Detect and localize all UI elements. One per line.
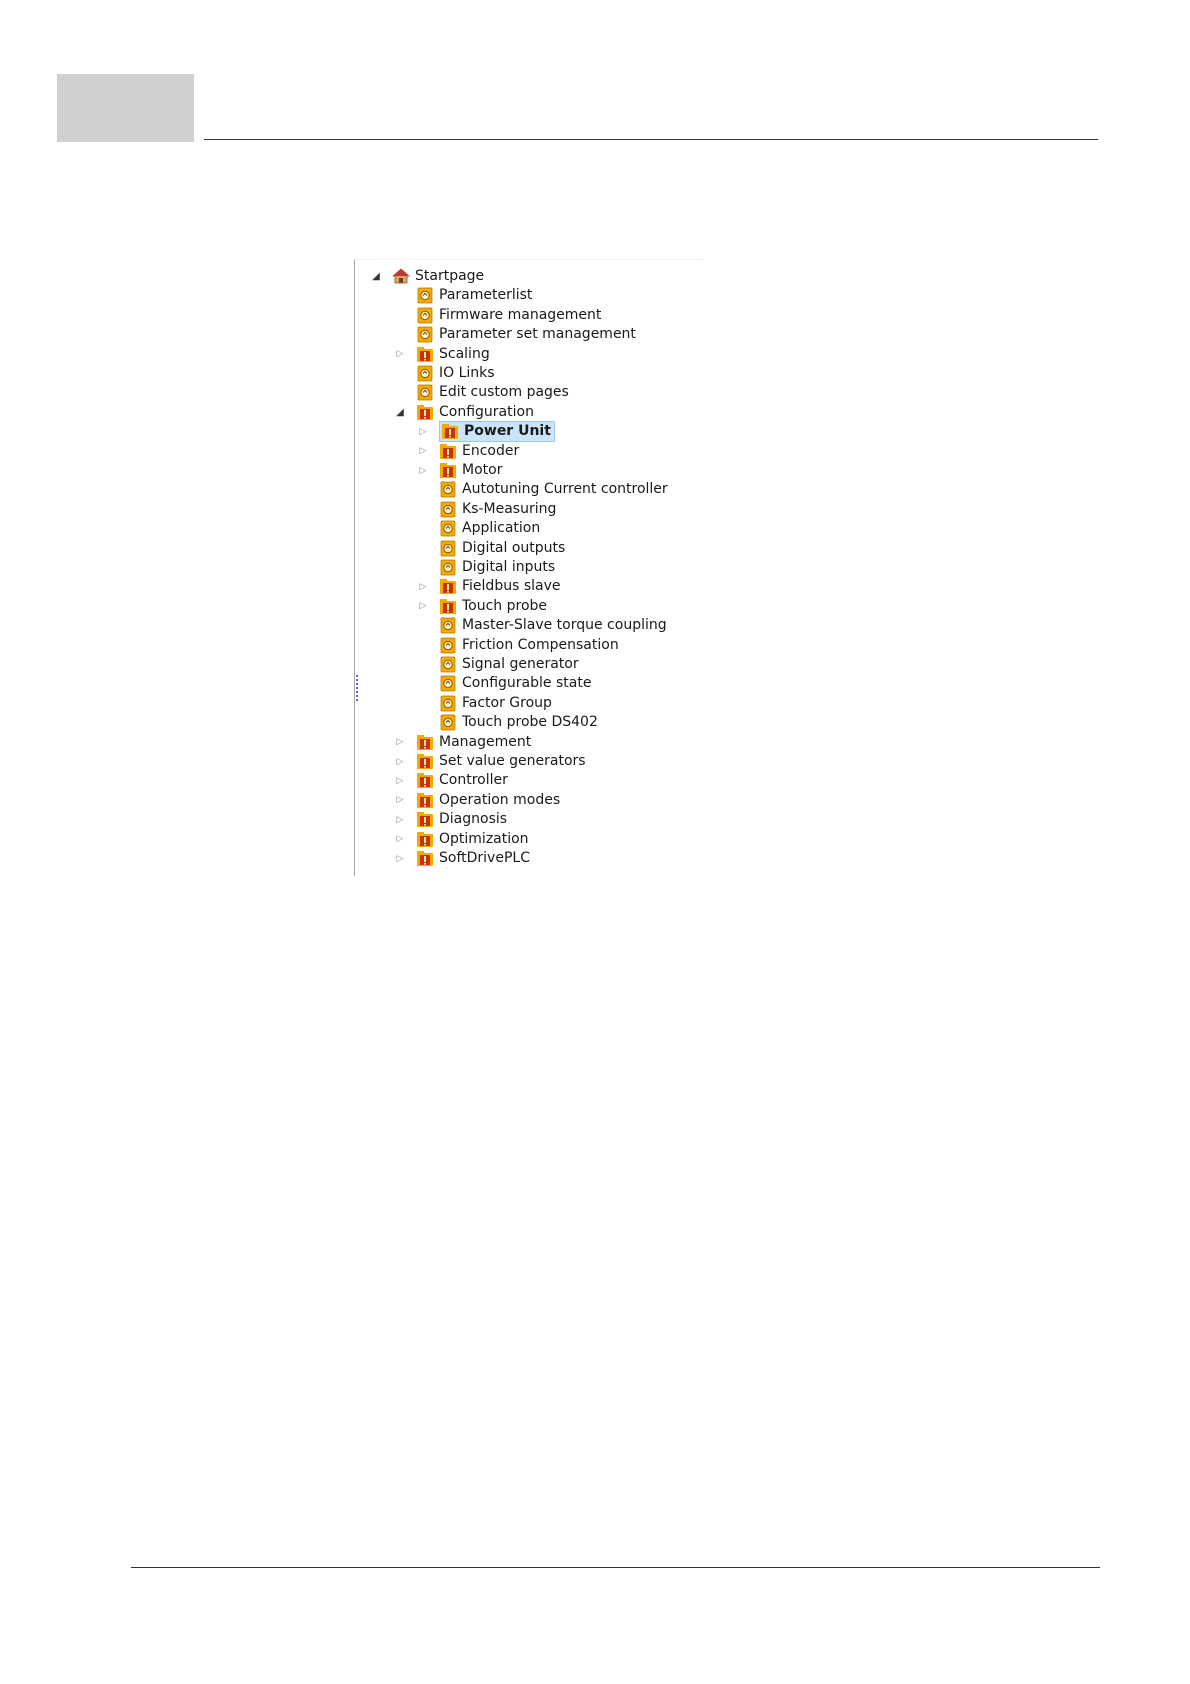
expand-arrow-icon[interactable]: ▷ [396,795,404,806]
expand-arrow-icon[interactable]: ▷ [396,814,404,825]
tree-node-content[interactable] [439,421,555,442]
tree-node-content[interactable] [416,306,601,325]
tree-node-softdriveplc[interactable] [396,849,530,868]
tree-node-parameter-set-management[interactable] [416,325,636,344]
tree-node-content[interactable] [416,403,534,422]
tree-node-content[interactable] [439,442,519,461]
parameter-page-icon [439,617,457,634]
tree-node-friction-compensation[interactable] [439,636,619,655]
tree-node-label: Scaling [439,345,490,362]
expand-arrow-icon[interactable]: ▷ [396,756,404,767]
chapter-number-box [57,74,194,142]
tree-node-label: Ks-Measuring [462,500,557,517]
tree-node-label: SoftDrivePLC [439,850,530,866]
parameter-folder-icon [439,578,457,595]
expand-arrow-icon[interactable]: ▷ [396,834,404,845]
tree-node-startpage[interactable] [372,267,485,286]
parameter-folder-icon [441,423,459,440]
tree-node-label: Set value generators [439,753,586,769]
tree-node-content[interactable] [439,519,540,538]
tree-node-io-links[interactable] [416,364,495,383]
tree-node-label: Diagnosis [439,811,508,828]
tree-node-controller[interactable] [396,771,508,790]
tree-node-content[interactable] [439,480,668,499]
tree-node-content[interactable] [439,558,555,577]
tree-node-label: IO Links [439,365,495,381]
tree-node-factor-group[interactable] [439,694,552,713]
header-rule [204,139,1098,140]
expand-arrow-icon[interactable]: ▷ [419,581,427,592]
parameter-page-icon [439,656,457,673]
collapse-arrow-icon[interactable]: ◢ [396,406,404,418]
parameter-page-icon [439,501,457,518]
tree-node-content[interactable] [439,577,560,596]
tree-node-signal-generator[interactable] [439,655,579,674]
tree-node-operation-modes[interactable] [396,791,561,810]
tree-node-label: Application [462,520,541,537]
expand-arrow-icon[interactable]: ▷ [419,446,427,457]
tree-node-digital-inputs[interactable] [439,558,555,577]
parameter-page-icon [439,714,457,731]
expand-arrow-icon[interactable]: ▷ [419,426,427,437]
tree-node-label: Parameter set management [439,326,636,343]
parameter-folder-icon [416,753,434,770]
tree-node-label: Digital outputs [462,539,566,556]
tree-node-content[interactable] [416,810,507,829]
tree-node-content[interactable] [416,286,532,305]
tree-node-label: Startpage [415,268,485,284]
tree-node-content[interactable] [416,383,569,402]
tree-node-management[interactable] [396,733,532,752]
parameter-folder-icon [416,811,434,828]
tree-node-label: Management [439,733,532,750]
tree-node-optimization[interactable] [396,830,529,849]
parameter-folder-icon [416,734,434,751]
expand-arrow-icon[interactable]: ▷ [396,853,404,864]
tree-node-encoder[interactable] [419,442,520,461]
tree-node-label: Power Unit [464,423,551,440]
tree-node-parameterlist[interactable] [416,286,532,305]
footer-rule [131,1567,1100,1568]
parameter-folder-icon [439,443,457,460]
parameter-folder-icon [416,831,434,848]
tree-node-content[interactable] [416,752,586,771]
tree-node-touch-probe-ds402[interactable] [439,713,598,732]
home-icon [392,268,410,285]
splitter-grip[interactable] [356,675,358,703]
parameter-folder-icon [439,598,457,615]
tree-node-label: Controller [439,772,508,789]
tree-node-scaling[interactable] [396,345,490,364]
parameter-page-icon [439,540,457,557]
parameter-page-icon [439,637,457,654]
parameter-folder-icon [416,404,434,421]
tree-node-set-value-generators[interactable] [396,752,586,771]
tree-node-label: Friction Compensation [462,636,619,653]
tree-node-power-unit[interactable] [419,422,555,441]
tree-node-content[interactable] [439,500,556,519]
tree-node-autotuning-current-controller[interactable] [439,480,668,499]
tree-node-content[interactable] [416,733,531,752]
tree-node-label: Optimization [439,830,529,847]
parameter-folder-icon [439,462,457,479]
parameter-folder-icon [416,346,434,363]
tree-node-diagnosis[interactable] [396,810,508,829]
tree-node-label: Factor Group [462,694,552,711]
tree-node-label: Operation modes [439,791,561,808]
parameter-page-icon [439,520,457,537]
tree-node-label: Signal generator [462,656,579,672]
tree-node-content[interactable] [439,694,552,713]
tree-node-content[interactable] [416,830,529,849]
tree-node-label: Motor [462,462,503,478]
tree-node-label: Configuration [439,403,534,420]
tree-node-label: Touch probe [462,597,548,614]
expand-arrow-icon[interactable]: ▷ [396,737,404,748]
parameter-folder-icon [416,772,434,789]
tree-node-label: Parameterlist [439,287,533,304]
tree-node-label: Master-Slave torque coupling [462,617,667,634]
expand-arrow-icon[interactable]: ▷ [419,601,427,612]
parameter-page-icon [416,326,434,343]
tree-node-label: Digital inputs [462,559,556,575]
parameter-page-icon [416,365,434,382]
tree-node-content[interactable] [439,461,502,480]
tree-node-content[interactable] [439,636,619,655]
tree-node-configuration[interactable] [396,403,534,422]
tree-node-ks-measuring[interactable] [439,500,556,519]
tree-node-label: Encoder [462,442,520,459]
tree-node-content[interactable] [416,791,560,810]
tree-node-content[interactable] [416,345,490,364]
parameter-page-icon [416,307,434,324]
tree-node-label: Edit custom pages [439,384,569,401]
parameter-page-icon [439,675,457,692]
tree-node-touch-probe[interactable] [419,597,548,616]
tree-node-content[interactable] [439,597,547,616]
tree-node-content[interactable] [392,267,484,286]
tree-node-label: Configurable state [462,675,592,692]
tree-node-label: Firmware management [439,306,602,323]
parameter-page-icon [416,287,434,304]
tree-node-label: Fieldbus slave [462,578,561,595]
tree-node-content[interactable] [416,849,530,868]
parameter-page-icon [416,384,434,401]
tree-node-content[interactable] [439,539,565,558]
tree-node-content[interactable] [416,771,508,790]
parameter-page-icon [439,695,457,712]
tree-node-label: Touch probe DS402 [462,714,598,731]
tree-node-configurable-state[interactable] [439,674,591,693]
tree-node-motor[interactable] [419,461,503,480]
expand-arrow-icon[interactable]: ▷ [396,775,404,786]
tree-node-master-slave-torque-coupling[interactable] [439,616,667,635]
tree-node-label: Autotuning Current controller [462,481,668,498]
parameter-folder-icon [416,792,434,809]
tree-node-application[interactable] [439,519,540,538]
parameter-page-icon [439,481,457,498]
tree-node-content[interactable] [416,325,636,344]
expand-arrow-icon[interactable]: ▷ [419,465,427,476]
tree-node-content[interactable] [439,713,598,732]
tree-node-content[interactable] [439,674,591,693]
tree-node-firmware-management[interactable] [416,306,601,325]
expand-arrow-icon[interactable]: ▷ [396,349,404,360]
parameter-page-icon [439,559,457,576]
tree-node-digital-outputs[interactable] [439,539,565,558]
tree-node-content[interactable] [439,655,579,674]
tree-node-edit-custom-pages[interactable] [416,383,569,402]
tree-node-fieldbus-slave[interactable] [419,577,561,596]
tree-node-content[interactable] [416,364,495,383]
collapse-arrow-icon[interactable]: ◢ [372,271,380,282]
parameter-folder-icon [416,850,434,867]
tree-node-content[interactable] [439,616,667,635]
